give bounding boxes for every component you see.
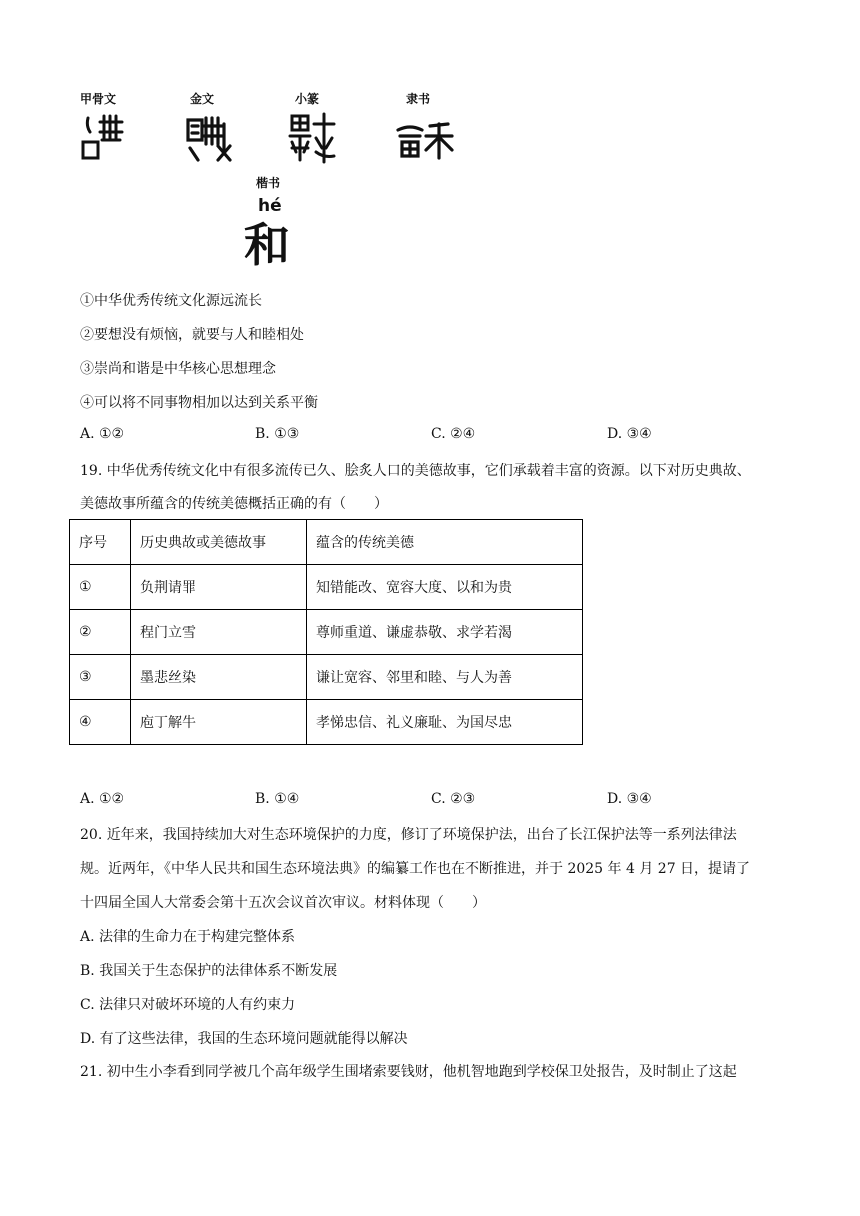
- q19-option-b[interactable]: B. ①④: [255, 791, 300, 807]
- table-cell: ③: [70, 655, 131, 700]
- q18-option-a[interactable]: A. ①②: [80, 426, 125, 442]
- q19-table: [69, 519, 583, 745]
- seal-glyph-image: [288, 112, 336, 164]
- table-cell: 知错能改、宽容大度、以和为贵: [307, 565, 583, 610]
- q19-option-a[interactable]: A. ①②: [80, 791, 125, 807]
- table-cell: 程门立雪: [131, 610, 307, 655]
- table-row: [70, 565, 583, 610]
- oracle-bone-label: 甲骨文: [80, 92, 117, 106]
- table-cell: 谦让宽容、邻里和睦、与人为善: [307, 655, 583, 700]
- q20-stem-line-2: 规。近两年，《中华人民共和国生态环境法典》的编纂工作也在不断推进，并于 2025 年 4 月 27 日，提请了: [80, 861, 751, 877]
- q19-stem-line-1: 19. 中华优秀传统文化中有很多流传已久、脍炙人口的美德故事，它们承载着丰富的资源。以下对历史典故、: [80, 463, 751, 479]
- q18-option-b[interactable]: B. ①③: [255, 426, 300, 442]
- bronze-script-label: 金文: [190, 92, 215, 106]
- regular-script-character: 和: [244, 218, 290, 272]
- q20-stem-line-1: 20. 近年来，我国持续加大对生态环境保护的力度，修订了环境保护法，出台了长江保护法等一系列法律法: [80, 827, 737, 843]
- bronze-glyph-image: [186, 114, 232, 164]
- table-header-cell: 历史典故或美德故事: [131, 520, 307, 565]
- q19-stem-line-2: 美德故事所蕴含的传统美德概括正确的有（ ）: [80, 496, 388, 512]
- clerical-script-label: 隶书: [406, 92, 431, 106]
- q18-statement-3: ③崇尚和谐是中华核心思想理念: [80, 361, 276, 377]
- regular-script-label: 楷书: [256, 176, 281, 190]
- table-row: [70, 610, 583, 655]
- q20-stem-line-3: 十四届全国人大常委会第十五次会议首次审议。材料体现（ ）: [80, 895, 486, 911]
- table-header-cell: 蕴含的传统美德: [307, 520, 583, 565]
- table-header-cell: 序号: [70, 520, 131, 565]
- table-cell: ①: [70, 565, 131, 610]
- table-cell: 尊师重道、谦虚恭敬、求学若渴: [307, 610, 583, 655]
- q18-statement-4: ④可以将不同事物相加以达到关系平衡: [80, 395, 318, 411]
- q21-stem-line-1: 21. 初中生小李看到同学被几个高年级学生围堵索要钱财，他机智地跑到学校保卫处报告，及时制止了这起: [80, 1064, 737, 1080]
- table-cell: 庖丁解牛: [131, 700, 307, 745]
- table-cell: 负荆请罪: [131, 565, 307, 610]
- table-row: [70, 655, 583, 700]
- q18-option-c[interactable]: C. ②④: [431, 426, 476, 442]
- table-row: [70, 700, 583, 745]
- table-cell: 孝悌忠信、礼义廉耻、为国尽忠: [307, 700, 583, 745]
- q18-statement-1: ①中华优秀传统文化源远流长: [80, 293, 262, 309]
- q20-option-d[interactable]: D. 有了这些法律，我国的生态环境问题就能得以解决: [80, 1031, 408, 1047]
- table-cell: 墨悲丝染: [131, 655, 307, 700]
- pinyin-text: hé: [258, 196, 282, 216]
- q18-statement-2: ②要想没有烦恼，就要与人和睦相处: [80, 327, 304, 343]
- q20-option-b[interactable]: B. 我国关于生态保护的法律体系不断发展: [80, 963, 338, 979]
- q20-option-a[interactable]: A. 法律的生命力在于构建完整体系: [80, 929, 296, 945]
- q19-option-c[interactable]: C. ②③: [431, 791, 476, 807]
- table-cell: ④: [70, 700, 131, 745]
- q18-option-d[interactable]: D. ③④: [607, 426, 652, 442]
- table-cell: ②: [70, 610, 131, 655]
- seal-script-label: 小篆: [295, 92, 320, 106]
- q20-option-c[interactable]: C. 法律只对破坏环境的人有约束力: [80, 997, 296, 1013]
- oracle-bone-glyph-image: [80, 112, 124, 164]
- q19-option-d[interactable]: D. ③④: [607, 791, 652, 807]
- table-header-row: [70, 520, 583, 565]
- clerical-glyph-image: [396, 120, 454, 160]
